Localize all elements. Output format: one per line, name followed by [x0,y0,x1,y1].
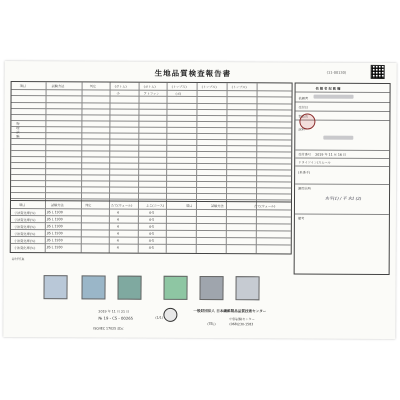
lower-header-item-2: 項目 [185,203,193,208]
fabric-swatch [235,276,259,300]
lower-row-b: 4-5 [148,245,154,250]
redacted-field [323,136,353,140]
client-label: 依頼者 [298,96,309,101]
client-panel-header: 依 頼 者 記 載 欄 [315,86,341,91]
fabric-type: ドライツイン/スムール [298,160,331,165]
sample-label: 試料 [298,127,305,132]
header-col-b: (ボトム) [143,84,156,89]
applied-area-label: 適用箇所 [298,186,311,191]
header-col-c: (トップス) [171,84,187,89]
lower-header-warp-2: たて(ウェール) [253,204,276,209]
lower-row-b: 4-5 [148,217,155,222]
header-col-d: (トップス) [201,85,217,90]
fabric-swatch [163,276,187,300]
issue-date: 2019 年 11 月 21 日 [98,309,130,314]
lower-row-method: JIS L 1930 [46,224,63,229]
lower-header-warp: たて(ウェール) [110,203,133,208]
client-panel [294,82,391,275]
lower-header-item: 項目 [18,203,26,208]
lower-row-method: JIS L 1930 [46,231,63,236]
fabric-swatch [117,276,141,300]
lower-header-method-2: 試験方法 [210,204,224,209]
receipt-date: 2019 年 11 月 16 日 [315,152,347,157]
remarks-label: 備考 [297,216,305,221]
section-label-main: 物 理 試 験 [15,122,20,138]
header-judgement: 判定 [89,84,96,89]
tel-number: (068)230-1583 [229,322,254,327]
fabric-swatch [199,276,223,300]
lower-row-b: 4-5 [148,238,155,243]
attached-photos-label: 添付写真 [11,257,25,262]
lower-row-a: 4 [116,224,119,229]
lower-row-item: 寸法変化率(％) [13,211,36,216]
certification-label: ISO/IEC 17025 認定 [93,326,124,331]
lower-row-method: JIS L 1930 [46,210,63,215]
document-title: 生地品質検査報告書 [154,68,232,79]
yarn-count-label: (糸番手) [298,170,311,175]
product-label: 製品名 [298,114,309,119]
header-col-e: (トップス) [231,85,247,90]
yarn-tag-c: (ボ) [175,91,182,96]
fabric-swatch [81,275,105,299]
lower-row-b: 4-5 [148,210,155,215]
tel-label: (TEL) [207,322,216,327]
lower-row-b: 4-5 [148,231,155,236]
lower-row-b: 4-5 [148,224,155,229]
lower-row-a: 4 [116,210,119,215]
lower-row-item: 寸法変化率(％) [13,225,36,230]
lower-row-a: 4 [116,231,119,236]
fabric-swatch [43,275,67,299]
report-number: № 19 - CS - 00265 [98,315,134,321]
lower-row-a: 4 [116,217,119,222]
accreditation-logo-icon [163,308,177,322]
lower-row-item: 寸法変化率(％) [13,232,36,237]
lower-row-method: JIS L 1930 [46,238,63,243]
lower-row-a: 4 [116,245,119,250]
header-col-a: (ボトム) [114,84,127,89]
lower-header-method: 試験方法 [50,203,64,208]
document-code: (11-00130) [326,70,347,75]
stamp-seal-icon [299,114,315,130]
test-table [10,81,293,254]
yarn-tag-a: 小 [116,91,120,96]
lower-row-item: 寸法変化率(％) [13,218,36,223]
qr-code-icon [371,65,385,79]
lower-row-method: JIS L 1930 [46,217,63,222]
received-date-label: 受付日 [298,105,309,110]
redacted-field [314,95,354,99]
yarn-tag-b: アトファン [143,91,160,96]
page-number: (1/1) [155,315,164,320]
report-sheet [3,61,396,339]
lower-header-weft: よこ(コース) [145,203,165,208]
handwritten-note: 水平(1) / 平 水1 (2) [324,195,362,201]
lower-row-item: 寸法変化率(％) [13,239,36,244]
header-item: 項目 [19,84,26,89]
issuer-organization: 一般財団法人 日本繊維製品品質技術センター [193,308,267,314]
receipt-number-label: 受付番号 [298,152,311,157]
lower-row-item: 寸法変化率(％) [13,246,36,251]
issuer-center: 中部試験センター [229,317,255,322]
lower-header-judgement: 判定 [84,203,92,208]
lower-row-method: JIS L 1930 [46,245,63,250]
header-method: 試験方法 [51,84,65,89]
lower-row-a: 4 [116,238,119,243]
